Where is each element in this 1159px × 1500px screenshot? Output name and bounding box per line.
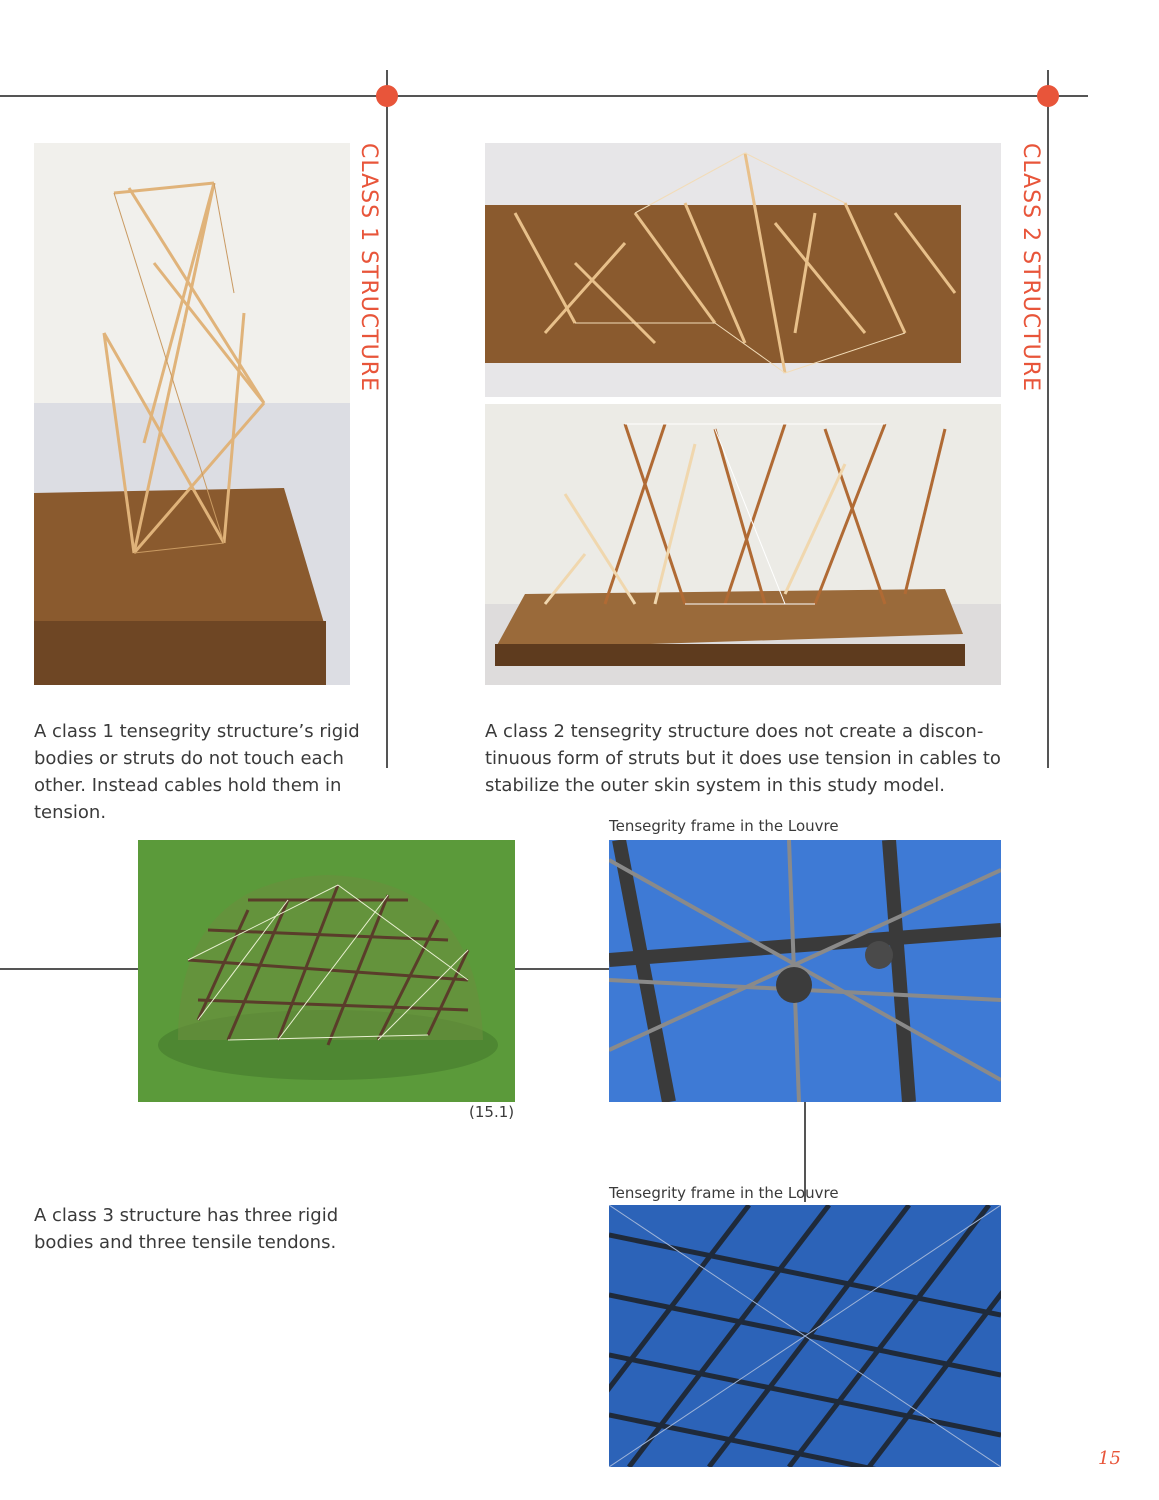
louvre-frame-photo-top: [609, 840, 1001, 1102]
class1-heading: CLASS 1 STRUCTURE: [356, 143, 381, 392]
middle-rule-center: [515, 968, 611, 970]
divider-right: [1047, 70, 1049, 768]
middle-rule-left: [0, 968, 140, 970]
page-number: 15: [1098, 1448, 1121, 1469]
divider-left: [386, 70, 388, 768]
louvre-frame-photo-bottom: [609, 1205, 1001, 1467]
louvre-caption-top: Tensegrity frame in the Louvre: [609, 817, 839, 835]
class2-heading: CLASS 2 STRUCTURE: [1018, 143, 1043, 392]
class1-description: A class 1 tensegrity structure’s rigid bodies or struts do not touch each other. Instead cables hold them in tension.: [34, 721, 360, 823]
accent-dot-left: [376, 85, 398, 107]
louvre-caption-bottom: Tensegrity frame in the Louvre: [609, 1184, 839, 1202]
class2-model-photo-top: [485, 143, 1001, 397]
figure-reference: (15.1): [469, 1103, 515, 1121]
top-rule: [0, 95, 1088, 97]
class3-description: A class 3 structure has three rigid bodies and three tensile tendons.: [34, 1205, 339, 1253]
accent-dot-right: [1037, 85, 1059, 107]
class3-dome-photo: [138, 840, 515, 1102]
class2-description: A class 2 tensegrity structure does not create a discon-tinuous form of struts but it does use tension in cables to stabilize the outer skin system in this study model.: [485, 721, 1001, 796]
class1-model-photo: [34, 143, 350, 685]
class2-model-photo-bottom: [485, 404, 1001, 685]
